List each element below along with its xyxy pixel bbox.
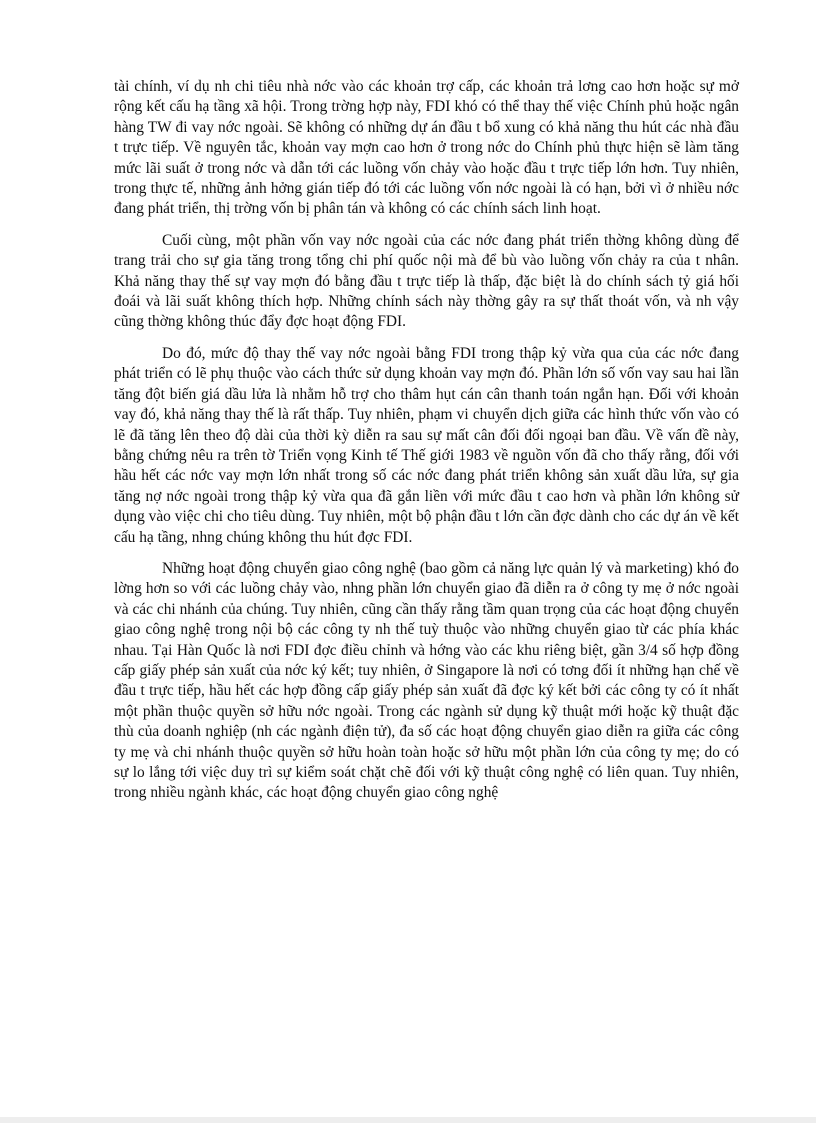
page-bottom-edge <box>0 1117 816 1123</box>
paragraph-substitution-degree: Do đó, mức độ thay thế vay nớc ngoài bằng FDI trong thập kỷ vừa qua của các nớc đang phát triển có lẽ phụ thuộc vào cách thức sử dụng khoản vay mợn đó. Phần lớn số vốn vay sau hai lần tăng đột biến giá dầu lửa là nhằm hỗ trợ cho thâm hụt cán cân thanh toán ngắn hạn. Đối với khoản vay đó, khả năng thay thế là rất thấp. Tuy nhiên, phạm vi chuyển dịch giữa các hình thức vốn vào có lẽ đã tăng lên theo độ dài của thời kỳ diễn ra sau sự mất cân đối đối ngoại ban đầu. Về vấn đề này, bằng chứng nêu ra trên tờ Triển vọng Kinh tế Thế giới 1983 về nguồn vốn đã cho thấy rằng, đối với hầu hết các nớc vay mợn lớn nhất trong số các nớc đang phát triển không sản xuất dầu lửa, sự gia tăng nợ nớc ngoài trong thập kỷ vừa qua đã gắn liền với mức đầu t cao hơn và phần lớn không sử dụng vào việc chi cho tiêu dùng. Tuy nhiên, một bộ phận đầu t lớn cần đợc dành cho các dự án về kết cấu hạ tầng, nhng chúng không thu hút đợc FDI. <box>114 344 739 546</box>
paragraph-continuation: tài chính, ví dụ nh chi tiêu nhà nớc vào các khoản trợ cấp, các khoản trả lơng cao hơn hoặc sự mở rộng kết cấu hạ tầng xã hội. Trong trờng hợp này, FDI khó có thể thay thế việc Chính phủ hoặc ngân hàng TW đi vay nớc ngoài. Sẽ không có những dự án đầu t bổ xung có khả năng thu hút các nhà đầu t trực tiếp. Về nguyên tắc, khoản vay mợn cao hơn ở trong nớc do Chính phủ thực hiện sẽ làm tăng mức lãi suất ở trong nớc và dẫn tới các luồng vốn chảy vào hoặc đầu t trực tiếp lớn hơn. Tuy nhiên, trong thực tế, những ảnh hởng gián tiếp đó tới các luồng vốn nớc ngoài là có hạn, bởi vì ở nhiều nớc đang phát triển, thị trờng vốn bị phân tán và không có các chính sách linh hoạt. <box>114 78 739 218</box>
document-page <box>114 77 739 815</box>
paragraph-borrowing-outflows: Cuối cùng, một phần vốn vay nớc ngoài của các nớc đang phát triển thờng không dùng để trang trải cho sự gia tăng trong tổng chi phí quốc nội mà để bù vào luồng vốn chảy ra của t nhân. Khả năng thay thế sự vay mợn đó bằng đầu t trực tiếp là thấp, đặc biệt là do chính sách tỷ giá hối đoái và lãi suất không thích hợp. Những chính sách này thờng gây ra sự thất thoát vốn, và nh vậy cũng thờng không thúc đẩy đợc hoạt động FDI. <box>114 231 739 331</box>
paragraph-technology-transfer: Những hoạt động chuyển giao công nghệ (bao gồm cả năng lực quản lý và marketing) khó đo lờng hơn so với các luồng chảy vào, nhng phần lớn chuyển giao đã diễn ra ở công ty mẹ ở nớc ngoài và các chi nhánh của chúng. Tuy nhiên, cũng cần thấy rằng tầm quan trọng của các hoạt động chuyển giao công nghệ trong nội bộ các công ty nh thế tuỳ thuộc vào những chuyển giao từ các phía khác nhau. Tại Hàn Quốc là nơi FDI đợc điều chỉnh và hớng vào các khu riêng biệt, gần 3/4 số hợp đồng cấp giấy phép sản xuất của nớc ký kết; tuy nhiên, ở Singapore là nơi có tơng đối ít những hạn chế về đầu t trực tiếp, hầu hết các hợp đồng cấp giấy phép sản xuất đã đợc ký kết bởi các công ty có ít nhất một phần thuộc quyền sở hữu nớc ngoài. Trong các ngành sử dụng kỹ thuật mới hoặc kỹ thuật đặc thù của doanh nghiệp (nh các ngành điện tử), đa số các hoạt động chuyển giao diễn ra giữa các công ty mẹ và chi nhánh thuộc quyền sở hữu hoàn toàn hoặc sở hữu một phần lớn của công ty mẹ; do có sự lo lắng tới việc duy trì sự kiểm soát chặt chẽ đối với kỹ thuật công nghệ có liên quan. Tuy nhiên, trong nhiều ngành khác, các hoạt động chuyển giao công nghệ <box>114 559 739 802</box>
